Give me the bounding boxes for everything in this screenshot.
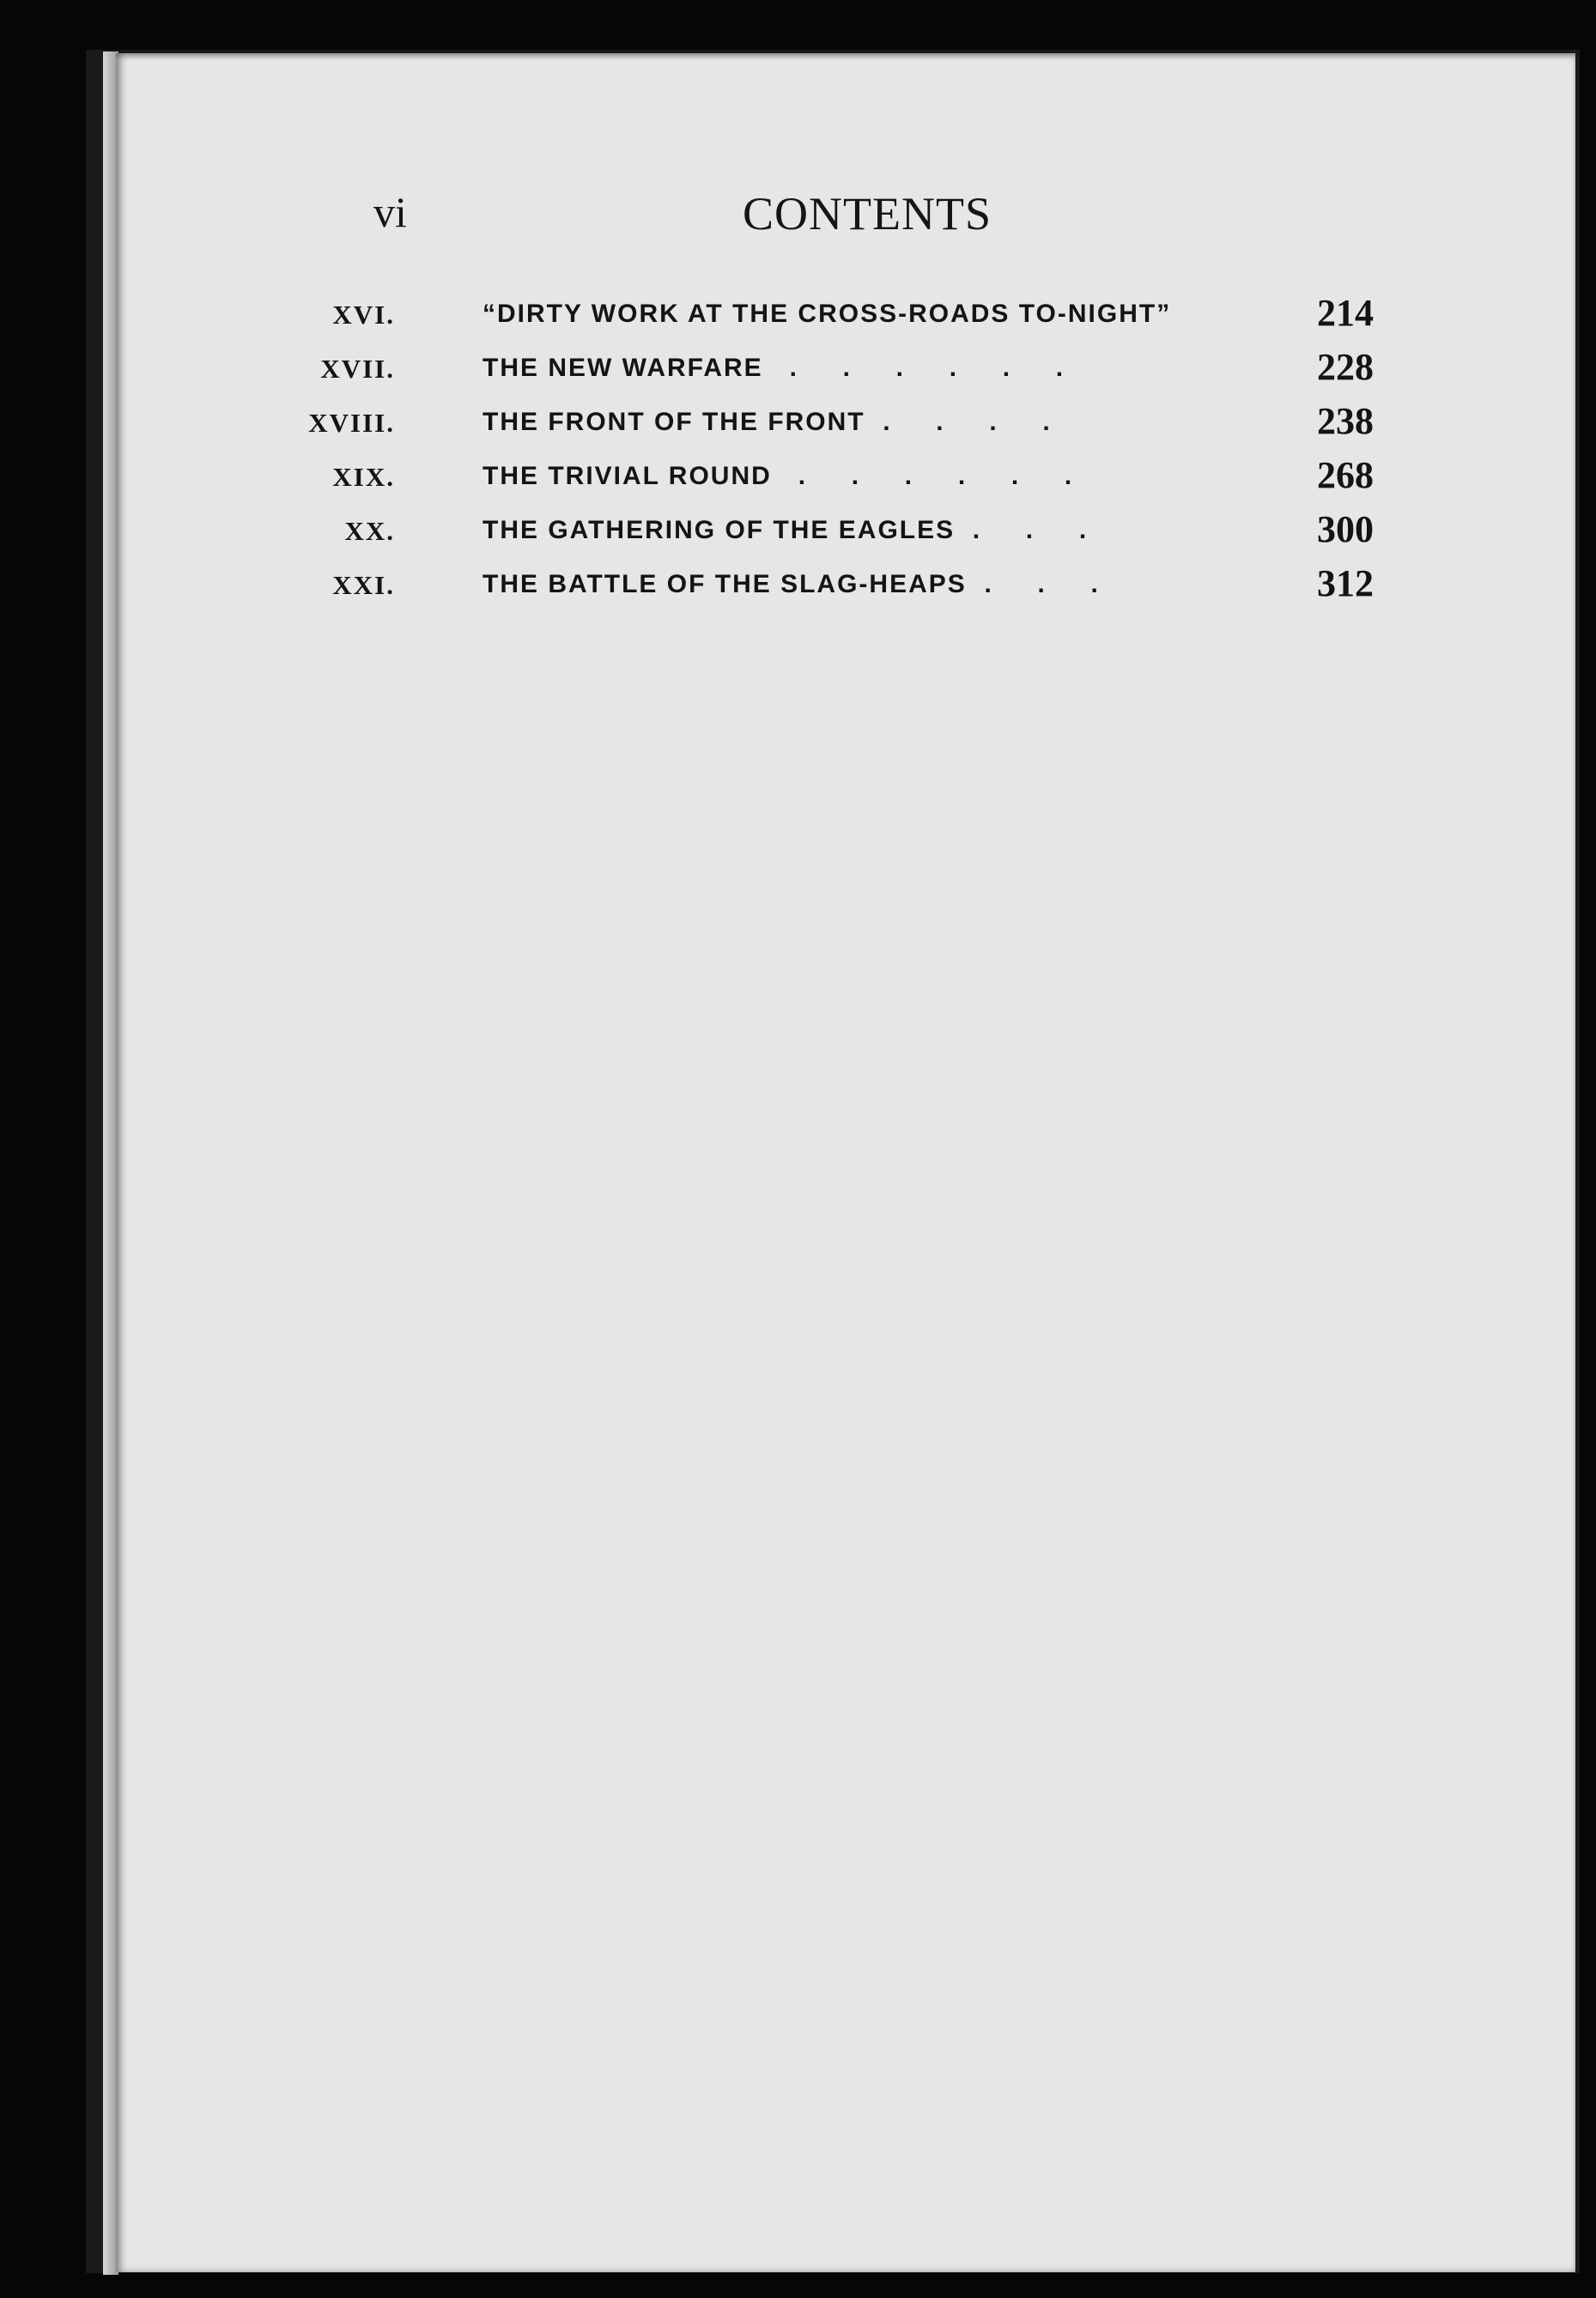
chapter-title: “DIRTY WORK AT THE CROSS-ROADS TO-NIGHT” xyxy=(482,300,1172,328)
toc-entry xyxy=(332,558,1374,612)
chapter-page: 214 xyxy=(1317,292,1374,334)
chapter-title: THE BATTLE OF THE SLAG-HEAPS . . . xyxy=(482,570,1100,598)
chapter-page: 312 xyxy=(1317,562,1374,604)
running-head: CONTENTS xyxy=(743,188,992,240)
chapter-page: 300 xyxy=(1317,508,1374,550)
chapter-page: 268 xyxy=(1317,454,1374,496)
page-folio: vi xyxy=(373,188,407,236)
chapter-title: THE TRIVIAL ROUND . . . . . . xyxy=(482,462,1074,490)
chapter-number: XVI. xyxy=(332,300,395,330)
chapter-page: 238 xyxy=(1317,400,1374,442)
chapter-number: XVII. xyxy=(320,354,395,384)
toc-entry xyxy=(332,288,1374,342)
chapter-number: XVIII. xyxy=(308,408,395,438)
chapter-number: XX. xyxy=(344,516,395,546)
toc-entry xyxy=(332,450,1374,504)
chapter-number: XIX. xyxy=(332,462,395,492)
toc-entry xyxy=(344,504,1374,558)
toc-entry xyxy=(308,396,1374,450)
chapter-title: THE GATHERING OF THE EAGLES . . . xyxy=(482,516,1089,544)
page-header xyxy=(373,187,1361,247)
chapter-page: 228 xyxy=(1317,346,1374,388)
toc-entry xyxy=(320,342,1374,396)
chapter-title: THE NEW WARFARE . . . . . . xyxy=(482,354,1065,382)
table-of-contents xyxy=(308,288,1374,612)
chapter-number: XXI. xyxy=(332,570,395,600)
chapter-title: THE FRONT OF THE FRONT . . . . xyxy=(482,408,1052,436)
